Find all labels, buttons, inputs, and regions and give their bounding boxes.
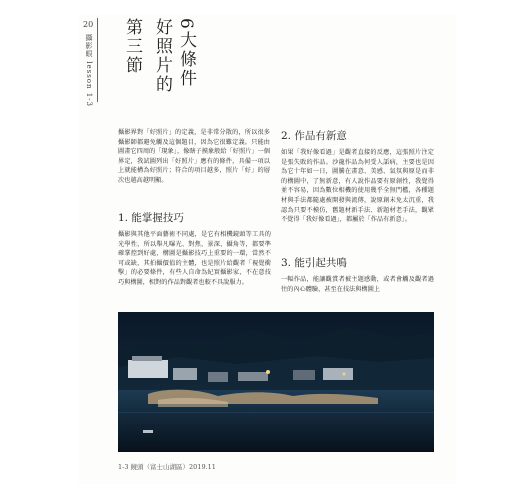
photo-illustration [118,312,434,452]
photo-caption: 1-3 鏡頭（富士山湖區）2019.11 [118,463,216,471]
header-rule [97,18,98,102]
section-heading-2: 2. 作品有新意 [281,130,347,142]
page-number: 20 [83,20,94,29]
section-body-1: 攝影與其他平面藝術不同處，是它有相機鏡頭等工具的光學性，所以舉凡曝光、對焦、景深、攝角等，都要準確掌控到好處，構圖是攝影技巧上重要的一環，當然不可或缺，其拍攝價值的主體，也是照片給觀者「視覺衝擊」的必要條件，有些人自命為紀實攝影家，不在意技巧與構圖，相對的作品對觀者也較不具說服力。 [118,231,271,286]
intro-paragraph: 攝影界對「好照片」的定義，是非常分散的，所以很多攝影師都避免觸及這個題目，因為它很難定義。只能由圖畫它四周的「現象」，像瞎子摸象般給「好照片」一個界定，我試圖列出「好照片」應有的條件，具備一項以上就能構為好照片；符合的項目越多，照片「好」的層次也越高越明顯。 [118,129,270,184]
title-line-2: 好照片的 [152,18,172,94]
lake-village-photo [118,312,434,452]
side-header: 攝影眼 lesson 1-3 [85,34,93,108]
section-heading-1: 1. 能掌握技巧 [118,212,184,224]
section-body-2: 如果「我好像看過」是觀者直接的反應，這張照片注定是張失敗的作品。沙龍作品為何受人詬病，主要也是因為它十年如一日，圖騰在畫意、美感、氣氛與原是而非的構圖中，了無新意，有人說作品要有原創性，我覺得並不容易，因為數位相機的使用幾乎全無門檻，各種題材與手法都隨處被開發與流傳，說原創未免太沉重，我認為只要不模仿，舊題材新手法、新題材老手法，觀眾不覺得「我好像看過」，都屬於「作品有新意」。 [281,149,434,224]
section-body-3: 一幅作品，能讓觀賞者被主題感動，或者會觸及觀者過往的內心體驗，甚至在技法與構圖上 [281,276,434,293]
section-heading-3: 3. 能引起共鳴 [281,257,347,269]
title-line-3: 第三節 [122,18,142,75]
title-line-1: 6大條件 [176,18,196,88]
